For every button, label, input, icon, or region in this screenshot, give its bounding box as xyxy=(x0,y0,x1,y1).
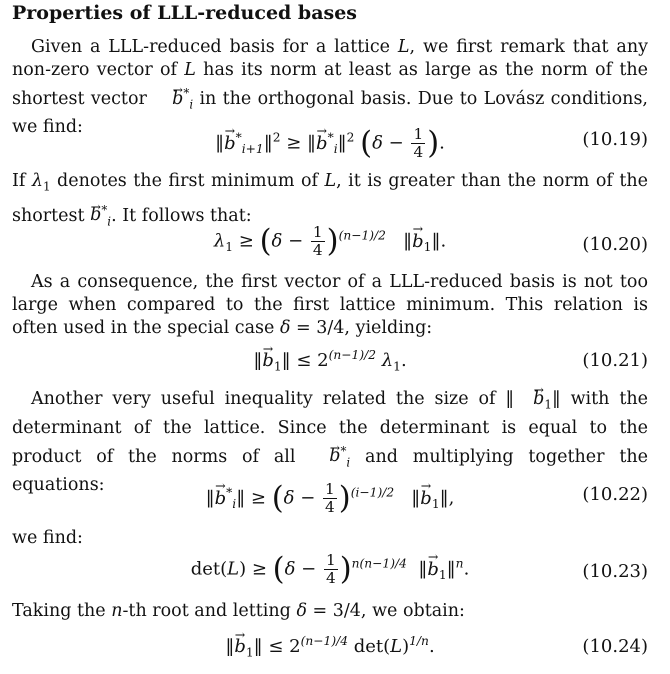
equation-10-19 xyxy=(150,126,510,161)
fraction xyxy=(311,224,325,259)
geq: ≥ xyxy=(246,558,273,580)
geq: ≥ xyxy=(280,132,308,154)
p4-t2: with the determinant of the lattice. Since the determinant is equal to the product of the norms of all xyxy=(12,389,648,467)
L: L xyxy=(390,636,403,657)
paragraph-we-find xyxy=(12,527,648,550)
equation-10-23 xyxy=(150,552,510,587)
fraction-numerator: 1 xyxy=(312,223,323,242)
p1-t1: Given a LLL-reduced basis for a lattice xyxy=(31,37,398,57)
norm-right: ‖ xyxy=(446,558,456,580)
n: n xyxy=(111,601,123,621)
minus: − xyxy=(294,487,322,509)
p1-t4: in the orthogonal basis. Due to Lovász conditions, we find: xyxy=(12,88,648,138)
equation-10-24 xyxy=(150,634,510,660)
norm-left: ‖ xyxy=(403,230,413,252)
norm-left: ‖ xyxy=(418,558,428,580)
section-heading: Properties of LLL-reduced bases xyxy=(12,2,358,24)
punct: . xyxy=(463,558,470,580)
power-n: n xyxy=(455,556,464,571)
minus: − xyxy=(282,230,309,252)
norm-right: ‖ xyxy=(253,636,263,657)
equation-number-10-21: (10.21) xyxy=(582,350,648,371)
geq: ≥ xyxy=(233,230,260,252)
p4-b: b → xyxy=(514,388,544,411)
p2-t3: , it is greater than the norm of the shortest xyxy=(12,171,649,226)
det: det( xyxy=(190,558,228,580)
p5-t1: we find: xyxy=(12,528,83,548)
lambda: λ xyxy=(213,230,226,252)
star: * xyxy=(327,130,334,145)
index-i: i xyxy=(232,497,237,512)
exponent: (n−1)/4 xyxy=(300,634,348,648)
b-sub: 1 xyxy=(273,359,282,374)
square: 2 xyxy=(272,130,281,145)
index-i: i xyxy=(333,142,338,157)
index-i-plus-1: i+1 xyxy=(241,142,264,157)
p1-sup: * xyxy=(183,86,190,100)
fraction xyxy=(411,126,425,161)
norm-left: ‖ xyxy=(411,487,421,509)
exponent-root: 1/n xyxy=(409,634,429,648)
minus: − xyxy=(382,132,410,154)
L: L xyxy=(227,558,240,580)
lambda-sub: 1 xyxy=(42,179,51,194)
exponent: n(n−1)/4 xyxy=(351,556,407,571)
fraction xyxy=(323,481,337,516)
lambda-sub: 1 xyxy=(225,240,234,255)
equation-number-10-20: (10.20) xyxy=(582,234,648,255)
norm-left: ‖ xyxy=(205,487,215,509)
norm-right: ‖ xyxy=(281,350,291,371)
p6-t3: = 3/4, we obtain: xyxy=(306,601,465,621)
b-sub: 1 xyxy=(423,240,432,255)
punct: , xyxy=(448,487,455,509)
paragraph-nth-root xyxy=(12,600,648,623)
b-sub: 1 xyxy=(431,497,440,512)
p1-L: L xyxy=(397,37,410,57)
vector-b: b → xyxy=(215,488,227,509)
delta: δ xyxy=(284,558,296,580)
p2-sub: i xyxy=(107,213,112,228)
paren-left: ( xyxy=(271,481,284,516)
p2-t1: If xyxy=(12,171,32,191)
fraction-denominator: 4 xyxy=(413,143,424,161)
p1-t3: has its norm at least as large as the norm of the shortest vector xyxy=(12,60,648,109)
vector-b: b → xyxy=(316,133,328,154)
exponent: (i−1)/2 xyxy=(350,485,395,500)
delta: δ xyxy=(279,318,291,338)
p1-sub: i xyxy=(189,97,194,112)
delta: δ xyxy=(283,487,295,509)
lambda: λ xyxy=(31,171,43,191)
equation-10-20 xyxy=(150,224,510,259)
square: 2 xyxy=(346,130,355,145)
p4-b2: b → xyxy=(310,445,340,468)
exponent: (n−1)/2 xyxy=(338,228,386,243)
fraction-denominator: 4 xyxy=(325,569,336,587)
p2-t4: . It follows that: xyxy=(111,205,252,226)
p4-t3: and multiplying together the equations: xyxy=(12,446,648,495)
p2-t2: denotes the first minimum of xyxy=(50,171,325,191)
vector-b: b → xyxy=(224,133,236,154)
det-close: ) xyxy=(402,636,410,657)
delta: δ xyxy=(296,601,307,621)
minus: − xyxy=(295,558,322,580)
paren-right: ) xyxy=(326,224,339,259)
p2-sup: * xyxy=(101,202,108,217)
vector-b: b → xyxy=(420,488,432,509)
punct: . xyxy=(440,230,447,252)
paren-right: ) xyxy=(339,552,352,587)
fraction-denominator: 4 xyxy=(312,241,323,259)
norm-left: ‖ xyxy=(307,132,317,154)
p1-b: b → xyxy=(153,88,183,111)
vector-b: b → xyxy=(234,636,246,657)
punct: . xyxy=(400,350,407,371)
equation-10-21 xyxy=(150,348,510,374)
geq: ≥ xyxy=(245,487,272,509)
paren-left: ( xyxy=(272,552,285,587)
paren-left: ( xyxy=(360,126,373,161)
vector-b: b → xyxy=(427,559,439,580)
norm-left: ‖ xyxy=(225,636,235,657)
fraction-denominator: 4 xyxy=(325,498,335,516)
det: det( xyxy=(348,636,391,657)
norm-right: ‖ xyxy=(439,487,449,509)
leq-two: ≤ 2 xyxy=(262,636,301,657)
star: * xyxy=(235,130,242,145)
equation-10-22 xyxy=(150,481,510,516)
b-sub: 1 xyxy=(438,568,447,583)
paren-right: ) xyxy=(338,481,351,516)
equation-number-10-23: (10.23) xyxy=(582,561,648,582)
p4-t1: Another very useful inequality related the size of xyxy=(31,389,506,409)
punct: . xyxy=(428,636,435,657)
leq-two: ≤ 2 xyxy=(290,350,329,371)
det-close: ) xyxy=(239,558,247,580)
fraction xyxy=(324,552,338,587)
fraction-numerator: 1 xyxy=(413,125,424,144)
norm-right: ‖ xyxy=(551,389,561,409)
norm-right: ‖ xyxy=(263,132,273,154)
norm-right: ‖ xyxy=(431,230,441,252)
punct: . xyxy=(439,132,445,154)
p6-t2: -th root and letting xyxy=(122,601,297,621)
paragraph-consequence xyxy=(12,271,648,340)
b-sub: 1 xyxy=(245,645,254,660)
p1-t2: , we first remark that any non-zero vector of xyxy=(12,37,649,80)
paren-left: ( xyxy=(259,224,272,259)
paren-right: ) xyxy=(427,126,440,161)
p6-t1: Taking the xyxy=(12,601,112,621)
p2-b: b → xyxy=(90,204,101,227)
norm-left: ‖ xyxy=(505,389,515,409)
fraction-numerator: 1 xyxy=(325,551,336,570)
exponent: (n−1)/2 xyxy=(328,348,376,362)
p1-L2: L xyxy=(184,60,196,80)
p3-t2: = 3/4, yielding: xyxy=(290,318,433,338)
fraction-numerator: 1 xyxy=(325,480,335,499)
vector-b: b → xyxy=(412,231,424,252)
equation-number-10-22: (10.22) xyxy=(582,484,648,505)
equation-number-10-19: (10.19) xyxy=(582,129,648,150)
p3-t1: As a consequence, the first vector of a LLL-reduced basis is not too large when compared to the first lattice minimum. This relation is often used in the special case xyxy=(12,272,648,338)
lambda-sub: 1 xyxy=(393,359,401,374)
norm-right: ‖ xyxy=(337,132,347,154)
equation-number-10-24: (10.24) xyxy=(582,636,648,657)
norm-left: ‖ xyxy=(215,132,225,154)
norm-right: ‖ xyxy=(236,487,246,509)
p4-sup: * xyxy=(340,443,347,458)
delta: δ xyxy=(372,132,383,154)
paragraph-intro xyxy=(12,36,648,139)
delta: δ xyxy=(271,230,283,252)
p4-sub: i xyxy=(346,454,351,469)
star: * xyxy=(226,485,233,500)
p4-bsub: 1 xyxy=(544,397,552,412)
vector-b: b → xyxy=(262,350,274,371)
p2-L: L xyxy=(324,171,337,191)
norm-left: ‖ xyxy=(253,350,263,371)
lambda: λ xyxy=(376,350,394,371)
